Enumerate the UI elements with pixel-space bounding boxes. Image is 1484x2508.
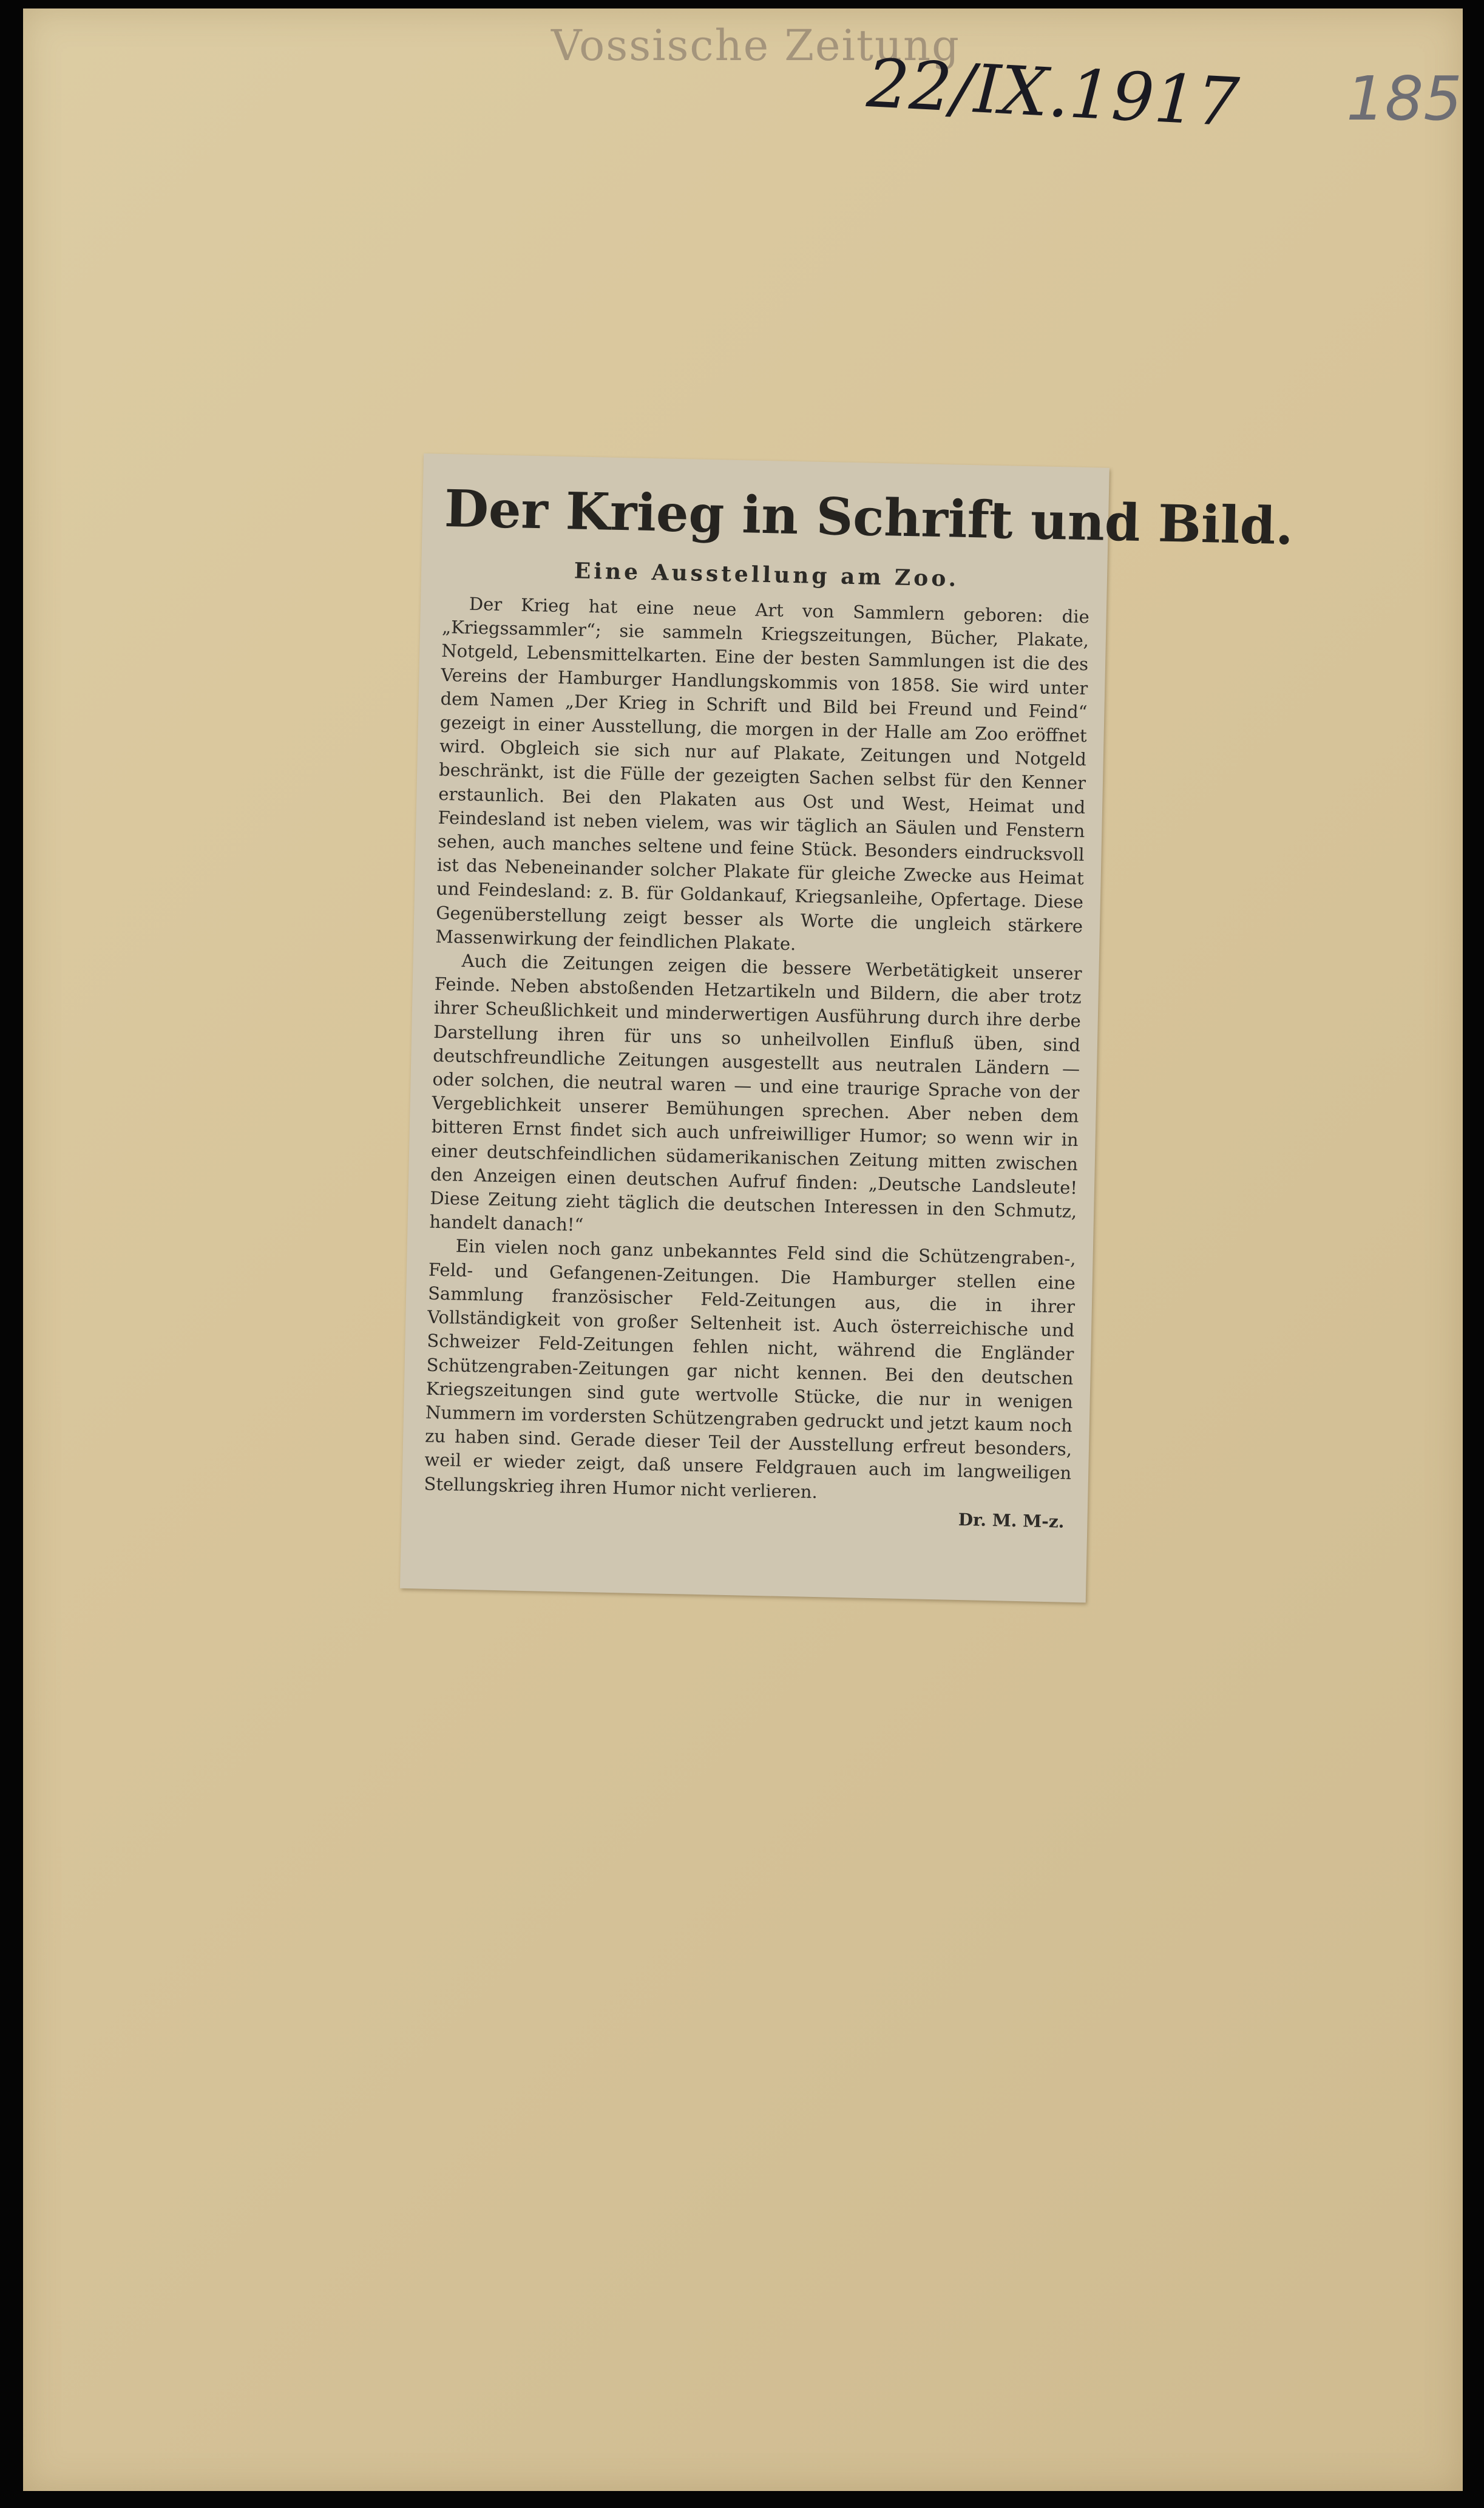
newspaper-stamp: Vossische Zeitung (551, 21, 960, 70)
article-paragraph-2: Auch die Zeitungen zeigen die bessere Werbetätigkeit unserer Feinde. Neben abstoßenden Hetzartikeln und Bildern, die aber trotz ihrer Scheußlichkeit und minderwertigen Ausführung durch ihre derbe Darstellung ihren für uns so unheilvollen Einfluß üben, sind deutschfreundliche Zeitungen ausgestellt aus neutralen Ländern — oder solchen, die neutral waren — und eine traurige Sprache von der Vergeblichkeit unserer Bemühungen sprechen. Aber neben dem bitteren Ernst findet sich auch unfreiwilliger Humor; so wenn wir in einer deutschfeindlichen südamerikanischen Zeitung mitten zwischen den Anzeigen einen deutschen Aufruf finden: „Deutsche Landsleute! Diese Zeitung zieht täglich die deutschen Interessen in den Schmutz, handelt danach!“ (429, 950, 1082, 1236)
newspaper-clipping (400, 453, 1294, 1602)
article-paragraph-3: Ein vielen noch ganz unbekanntes Feld sind die Schützengraben-, Feld- und Gefangenen-Zeitungen. Die Hamburger stellen eine Sammlung französischer Feld-Zeitungen aus, die in ihrer Vollständigkeit von großer Seltenheit ist. Auch österreichische und Schweizer Feld-Zeitungen fehlen nicht, während die Engländer Schützengraben-Zeitungen gar nicht kennen. Bei den deutschen Kriegszeitungen sind gute wertvolle Stücke, die nur in wenigen Nummern im vordersten Schützengraben gedruckt und jetzt kaum noch zu haben sind. Gerade dieser Teil der Ausstellung erfreut besonders, weil er wieder zeigt, daß unsere Feldgrauen auch im langweiligen Stellungskrieg ihren Humor nicht verlieren. (424, 1236, 1076, 1502)
article-paragraph-1: Der Krieg hat eine neue Art von Sammlern geboren: die „Kriegssammler“; sie sammeln Kriegszeitungen, Bücher, Plakate, Notgeld, Lebensmittelkarten. Eine der besten Sammlungen ist die des Vereins der Hamburger Handlungskommis von 1858. Sie wird unter dem Namen „Der Krieg in Schrift und Bild bei Freund und Feind“ gezeigt in einer Ausstellung, die morgen in der Halle am Zoo eröffnet wird. Obgleich sie sich nur auf Plakate, Zeitungen und Notgeld beschränkt, ist die Fülle der gezeigten Sachen selbst für den Kenner erstaunlich. Bei den Plakaten aus Ost und West, Heimat und Feindesland ist neben vielem, was wir täglich an Säulen und Fenstern sehen, auch manches seltene und feine Stück. Besonders eindrucksvoll ist das Nebeneinander solcher Plakate für gleiche Zwecke aus Heimat und Feindesland: z. B. für Goldankauf, Kriegsanleihe, Opfertage. Diese Gegenüberstellung zeigt besser als Worte die ungleich stärkere Massenwirkung der feindlichen Plakate. (435, 593, 1090, 955)
archive-sheet (23, 8, 1463, 2491)
article-byline: Dr. M. M-z. (958, 1509, 1065, 1532)
handwritten-date: 22/IX.1917 (865, 44, 1241, 141)
page-number: 185 (1346, 63, 1462, 134)
article-headline: Der Krieg in Schrift und Bild. (444, 478, 1294, 557)
article-subheadline: Eine Ausstellung am Zoo. (574, 558, 960, 592)
